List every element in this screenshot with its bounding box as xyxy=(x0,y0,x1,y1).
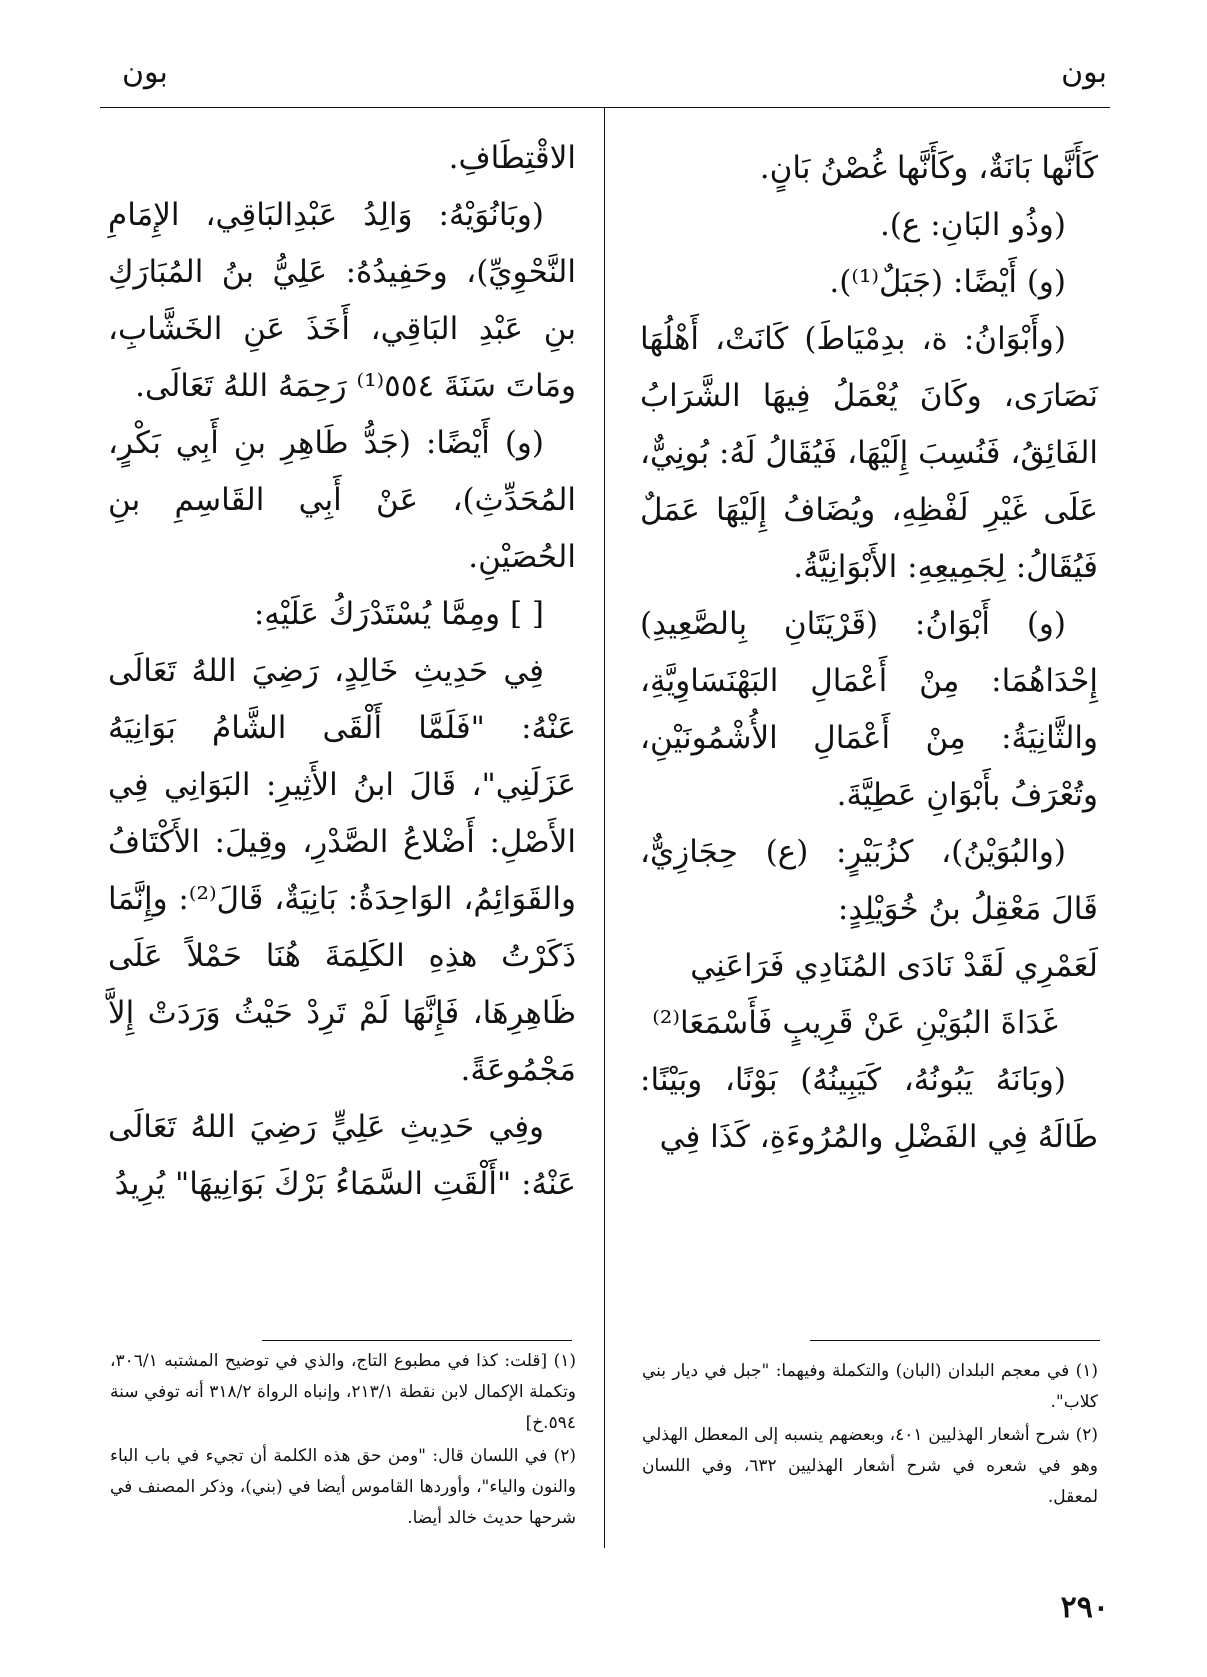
verse-line: غَدَاةَ البُوَيْنِ عَنْ قَرِيبٍ فَأَسْمَعَا⁽²⁾ xyxy=(652,1005,1058,1041)
paragraph: (والبُوَيْنُ)، كزُبَيْرٍ: (ع) حِجَازِيٌّ، قَالَ مَعْقِلُ بنُ خُوَيْلِدٍ: xyxy=(640,834,1098,927)
paragraph: (وأَبْوَانُ: ة، بدِمْيَاطَ) كَانَتْ، أَهْلُهَا نَصَارَى، وكَانَ يُعْمَلُ فِيهَا الشَّرَابُ الفَائِقُ، فَنُسِبَ إِلَيْهَا، فَيُقَالُ لَهُ: بُونِيٌّ، عَلَى غَيْرِ لَفْظِهِ، ويُضَافُ إِلَيْهَا عَمَلٌ فَيُقَالُ: لِجَمِيعِهِ: الأَبْوَانِيَّةُ. xyxy=(640,321,1098,585)
paragraph: [ ] ومِمَّا يُسْتَدْرَكُ عَلَيْهِ: xyxy=(253,596,544,632)
paragraph: (وبَانُوَيْهُ: وَالِدُ عَبْدِالبَاقِي، الإِمَامِ النَّحْوِيِّ)، وحَفِيدُهُ: عَلِيُّ بنُ المُبَارَكِ بنِ عَبْدِ البَاقِي، أَخَذَ عَنِ الخَشَّابِ، ومَاتَ سَنَةَ ٥٥٤⁽¹⁾ رَحِمَهُ اللهُ تَعَالَى. xyxy=(108,197,576,404)
paragraph: فِي حَدِيثِ خَالِدٍ، رَضِيَ اللهُ تَعَالَى عَنْهُ: "فَلَمَّا أَلْقَى الشَّامُ بَوَانِيَهُ عَزَلَنِي"، قَالَ ابنُ الأَثِيرِ: البَوَانِي فِي الأَصْلِ: أَضْلاعُ الصَّدْرِ، وقِيلَ: الأَكْتَافُ والقَوَائِمُ، الوَاحِدَةُ: بَانِيَةٌ، قَالَ⁽²⁾: وإِنَّمَا ذَكَرْتُ هذِهِ الكَلِمَةَ هُنَا حَمْلاً عَلَى ظَاهِرِهَا، فَإِنَّهَا لَمْ تَرِدْ حَيْثُ وَرَدَتْ إِلاَّ مَجْمُوعَةً. xyxy=(108,653,576,1088)
running-header-left: بون xyxy=(122,55,168,90)
footnotes-right xyxy=(642,1356,1098,1515)
paragraph: كَأَنَّها بَانَةٌ، وكَأَنَّها غُصْنُ بَانٍ. xyxy=(759,150,1098,186)
paragraph: (وبَانَهُ يَبُونُهُ، كَيَبِينُهُ) بَوْنًا، وبَيْنًا: طَالَهُ فِي الفَضْلِ والمُرُوءَةِ، كَذَا فِي xyxy=(640,1062,1098,1155)
left-column xyxy=(108,130,576,1213)
footnote: (١) [قلت: كذا في مطبوع التاج، والذي في توضيح المشتبه ٣٠٦/١، وتكملة الإكمال لابن نقطة ٢١٣/١، وإنباه الرواة ٣١٨/٢ أنه توفي سنة ٥٩٤.خ] xyxy=(110,1351,577,1433)
footnote: (٢) شرح أشعار الهذليين ٤٠١، وبعضهم ينسبه إلى المعطل الهذلي وهو في شعره في شرح أشعار الهذليين ٦٣٢، وفي اللسان لمعقل. xyxy=(642,1425,1098,1507)
footnote: (١) في معجم البلدان (البان) والتكملة وفيهما: "جبل في ديار بني كلاب". xyxy=(642,1361,1098,1412)
paragraph: (و) أَيْضًا: (جَبَلٌ⁽¹⁾). xyxy=(829,264,1066,300)
footnote-rule-right xyxy=(810,1340,1100,1341)
verse-line: لَعَمْرِي لَقَدْ نَادَى المُنَادِي فَرَاعَنِي xyxy=(690,948,1098,984)
column-divider xyxy=(604,108,605,1548)
page-number: ٢٩٠ xyxy=(1060,1590,1109,1625)
paragraph: الاقْتِطَافِ. xyxy=(448,140,576,176)
footnotes-left xyxy=(110,1346,576,1536)
paragraph: (و) أَبْوَانُ: (قَرْيَتَانِ بِالصَّعِيدِ) إِحْدَاهُمَا: مِنْ أَعْمَالِ البَهْنَسَاوِيَّةِ، والثَّانِيَةُ: مِنْ أَعْمَالِ الأُشْمُونَيْنِ، وتُعْرَفُ بأَبْوَانِ عَطِيَّةَ. xyxy=(640,606,1098,813)
paragraph: (وذُو البَانِ: ع). xyxy=(879,207,1066,243)
right-column xyxy=(640,140,1098,1166)
footnote: (٢) في اللسان قال: "ومن حق هذه الكلمة أن تجيء في باب الباء والنون والياء"، وأوردها القاموس أيضا في (بني)، وذكر المصنف في شرحها حديث خالد أيضا. xyxy=(110,1446,576,1528)
paragraph: (و) أَيْضًا: (جَدُّ طَاهِرِ بنِ أَبِي بَكْرٍ، المُحَدِّثِ)، عَنْ أَبِي القَاسِمِ بنِ الحُصَيْنِ. xyxy=(108,425,576,575)
running-header-right: بون xyxy=(1061,55,1107,90)
header-rule xyxy=(100,107,1110,108)
footnote-rule-left xyxy=(262,1340,572,1341)
paragraph: وفِي حَدِيثِ عَلِيٍّ رَضِيَ اللهُ تَعَالَى عَنْهُ: "أَلْقَتِ السَّمَاءُ بَرْكَ بَوَانِيهَا" يُرِيدُ xyxy=(108,1109,576,1202)
